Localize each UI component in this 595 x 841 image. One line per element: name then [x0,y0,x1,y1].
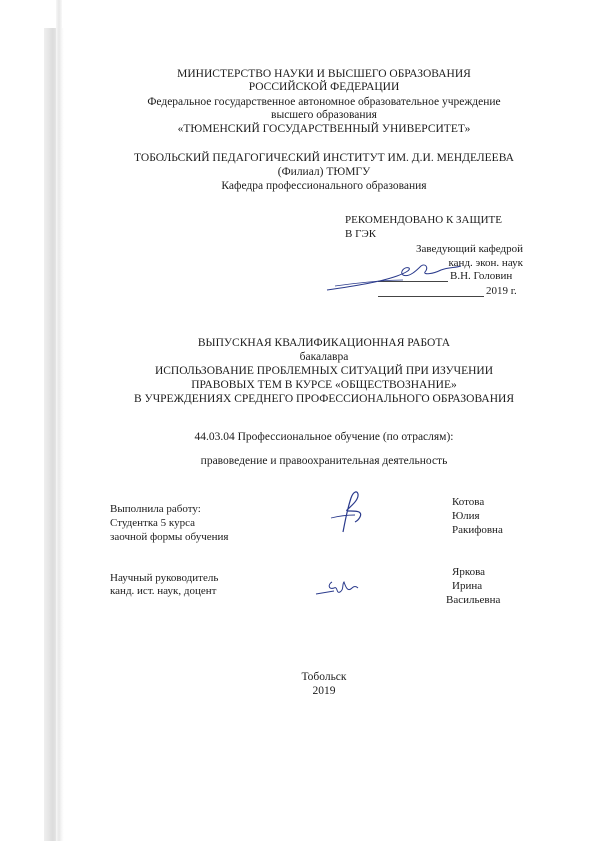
specialty-code: 44.03.04 Профессиональное обучение (по отраслям): [194,431,454,443]
approval-year: 2019 г. [486,285,517,297]
thesis-topic-line-3: В УЧРЕЖДЕНИЯХ СРЕДНЕГО ПРОФЕССИОНАЛЬНОГО ОБРАЗОВАНИЯ [134,393,514,405]
scan-binding-shadow [56,0,62,841]
supervisor-label-2: канд. ист. наук, доцент [110,585,217,597]
student-label-1: Выполнила работу: [110,503,201,515]
institution-type-line-2: высшего образования [271,109,377,121]
city: Тобольск [301,671,347,683]
study-profile: правоведение и правоохранительная деятельность [200,455,448,467]
thesis-topic-line-2: ПРАВОВЫХ ТЕМ В КУРСЕ «ОБЩЕСТВОЗНАНИЕ» [191,379,457,391]
head-signature [325,258,465,298]
degree-level: бакалавра [299,351,349,363]
head-of-department-title: Заведующий кафедрой [416,243,523,255]
student-label-3: заочной формы обучения [110,531,229,543]
student-first-name: Юлия [452,510,480,522]
head-degree: канд. экон. наук [448,257,523,269]
ministry-line-1: МИНИСТЕРСТВО НАУКИ И ВЫСШЕГО ОБРАЗОВАНИЯ [177,68,471,80]
university-name: «ТЮМЕНСКИЙ ГОСУДАРСТВЕННЫЙ УНИВЕРСИТЕТ» [177,123,471,135]
supervisor-signature [312,574,360,602]
thesis-topic-line-1: ИСПОЛЬЗОВАНИЕ ПРОБЛЕМНЫХ СИТУАЦИЙ ПРИ ИЗУЧЕНИИ [154,365,494,377]
student-signature [325,488,370,536]
work-type: ВЫПУСКНАЯ КВАЛИФИКАЦИОННАЯ РАБОТА [197,337,451,349]
recommended-label: РЕКОМЕНДОВАНО К ЗАЩИТЕ [345,214,502,226]
branch-name: (Филиал) ТЮМГУ [277,166,371,178]
year: 2019 [312,685,336,697]
supervisor-first-name: Ирина [452,580,483,592]
supervisor-label-1: Научный руководитель [110,572,219,584]
supervisor-patronymic: Васильевна [446,594,501,606]
department-name: Кафедра профессионального образования [221,180,427,192]
institution-type-line-1: Федеральное государственное автономное образовательное учреждение [147,96,501,108]
commission-label: В ГЭК [345,228,377,240]
student-patronymic: Ракифовна [452,524,503,536]
supervisor-surname: Яркова [452,566,486,578]
ministry-line-2: РОССИЙСКОЙ ФЕДЕРАЦИИ [248,81,400,93]
student-label-2: Студентка 5 курса [110,517,195,529]
head-name: В.Н. Головин [450,270,513,282]
student-surname: Котова [452,496,485,508]
institute-name: ТОБОЛЬСКИЙ ПЕДАГОГИЧЕСКИЙ ИНСТИТУТ ИМ. Д.И. МЕНДЕЛЕЕВА [134,152,514,164]
